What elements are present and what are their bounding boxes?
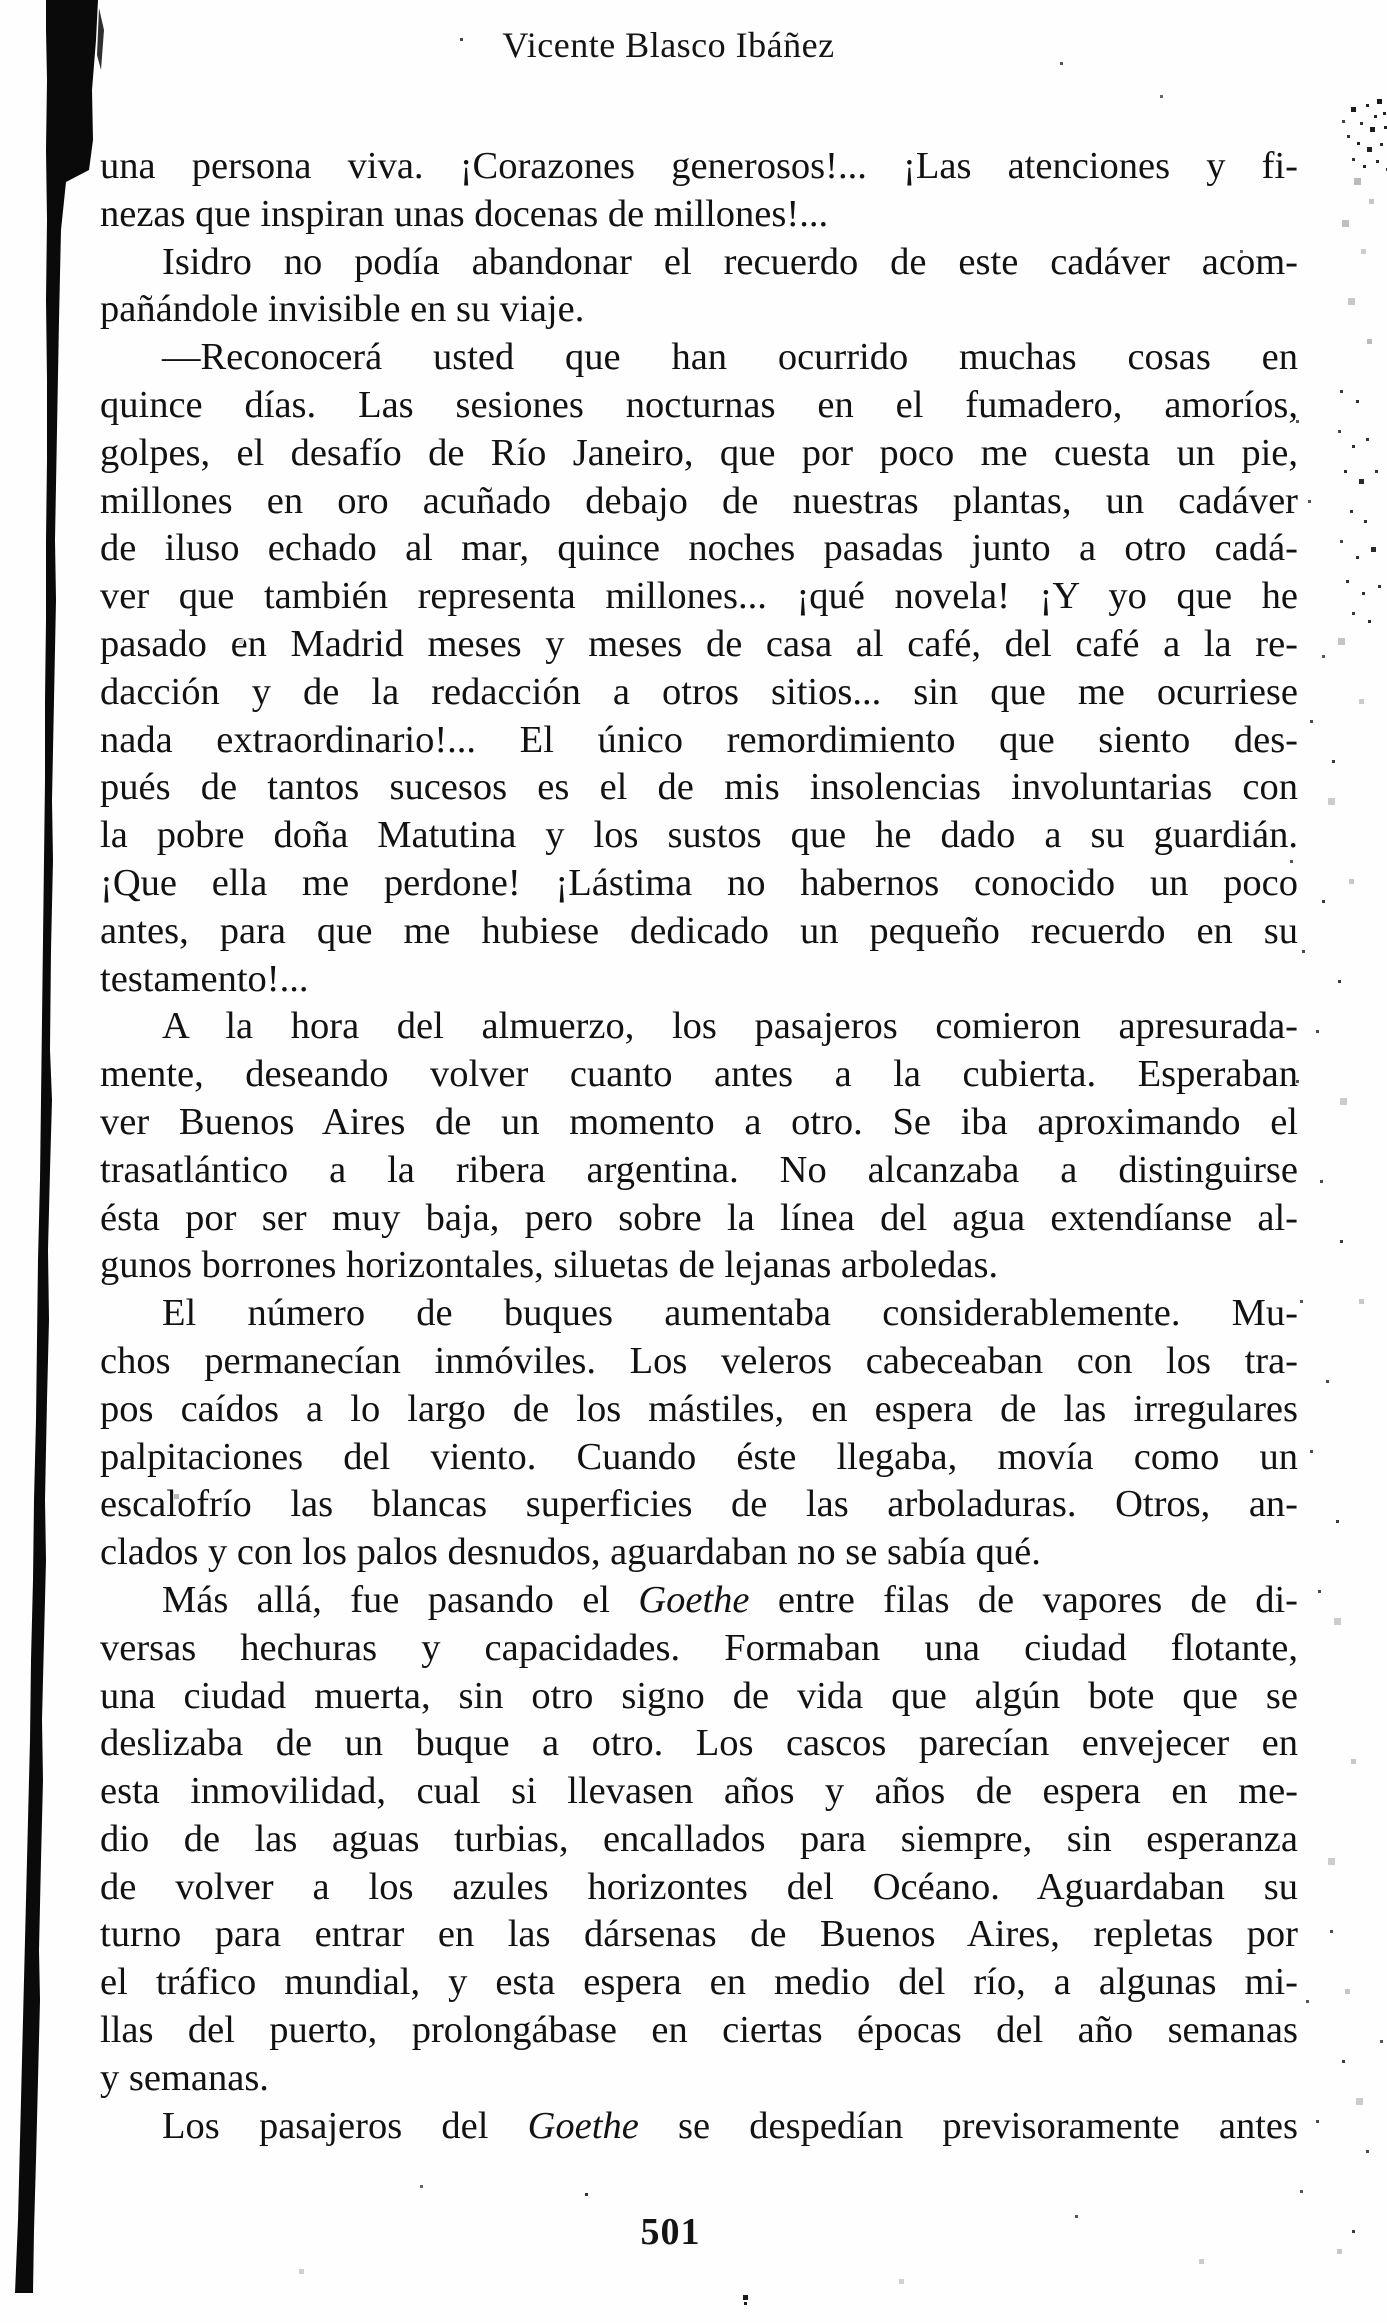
text-line (100, 1529, 1298, 1577)
text-segment: una persona viva. ¡Corazones generosos!... ¡Las atenciones y fi- (100, 145, 1298, 187)
text-segment: nezas que inspiran unas docenas de millones!... (100, 192, 829, 235)
text-line (100, 956, 1298, 1004)
text-line (100, 1816, 1298, 1864)
text-segment: —Reconocerá usted que han ocurrido muchas cosas en (162, 336, 1298, 379)
text-line (100, 1768, 1298, 1816)
text-segment: antes, para que me hubiese dedicado un pequeño recuerdo en su (100, 909, 1298, 952)
text-segment: testamento!... (100, 957, 309, 1000)
text-segment: El número de buques aumentaba considerablemente. Mu- (162, 1292, 1298, 1335)
text-line (100, 1959, 1298, 2007)
text-segment: pañándole invisible en su viaje. (100, 288, 585, 331)
text-line (100, 334, 1298, 382)
text-line (100, 2103, 1298, 2151)
text-segment: mente, deseando volver cuanto antes a la cubierta. Esperaban (100, 1053, 1298, 1096)
text-line (100, 1577, 1298, 1625)
scan-noise-light (0, 0, 3, 3)
text-line (100, 1481, 1298, 1529)
text-segment: deslizaba de un buque a otro. Los cascos parecían envejecer en (100, 1722, 1298, 1765)
text-segment: gunos borrones horizontales, siluetas de lejanas arboledas. (100, 1244, 999, 1287)
text-segment: pués de tantos sucesos es el de mis insolencias involuntarias con (100, 766, 1298, 809)
text-line (100, 1625, 1298, 1673)
text-segment: de volver a los azules horizontes del Océano. Aguardaban su (100, 1865, 1298, 1908)
text-line (100, 1434, 1298, 1482)
running-head-author: Vicente Blasco Ibáñez (502, 25, 835, 65)
text-line (100, 669, 1298, 717)
text-segment: dio de las aguas turbias, encallados para siempre, sin esperanza (100, 1817, 1298, 1860)
ship-name-italic: Goethe (527, 2104, 639, 2147)
text-segment: A la hora del almuerzo, los pasajeros comieron apresurada- (162, 1005, 1298, 1048)
text-line (100, 1242, 1298, 1290)
text-segment: entre filas de vapores de di- (749, 1578, 1298, 1621)
text-segment: ¡Que ella me perdone! ¡Lástima no habernos conocido un poco (100, 861, 1298, 904)
text-line (100, 2007, 1298, 2055)
text-segment: versas hechuras y capacidades. Formaban una ciudad flotante, (100, 1626, 1298, 1669)
text-line (100, 2055, 1298, 2103)
text-segment: quince días. Las sesiones nocturnas en el fumadero, amoríos, (100, 383, 1298, 426)
text-segment: de iluso echado al mar, quince noches pasadas junto a otro cadá- (100, 527, 1298, 570)
text-line (100, 478, 1298, 526)
text-line (100, 1051, 1298, 1099)
text-line (100, 908, 1298, 956)
text-segment: Los pasajeros del (162, 2104, 528, 2147)
text-segment: llas del puerto, prolongábase en ciertas épocas del año semanas (100, 2009, 1298, 2052)
text-line (100, 286, 1298, 334)
text-segment: nada extraordinario!... El único remordimiento que siento des- (100, 718, 1298, 761)
text-segment: el tráfico mundial, y esta espera en medio del río, a algunas mi- (100, 1961, 1298, 2004)
text-line (100, 717, 1298, 765)
text-segment: palpitaciones del viento. Cuando éste llegaba, movía como un (100, 1435, 1298, 1478)
text-line (100, 1290, 1298, 1338)
text-line (100, 1673, 1298, 1721)
text-segment: ver que también representa millones... ¡qué novela! ¡Y yo que he (100, 575, 1298, 618)
text-segment: escalofrío las blancas superficies de las arboladuras. Otros, an- (100, 1483, 1298, 1526)
text-segment: y semanas. (100, 2056, 269, 2099)
text-segment: clados y con los palos desnudos, aguardaban no se sabía qué. (100, 1531, 1041, 1574)
text-line (100, 1195, 1298, 1243)
text-line (100, 573, 1298, 621)
text-line (100, 764, 1298, 812)
text-line (100, 1864, 1298, 1912)
text-segment: turno para entrar en las dársenas de Buenos Aires, repletas por (100, 1913, 1298, 1956)
text-line (100, 382, 1298, 430)
text-block (100, 143, 1298, 2150)
text-segment: ésta por ser muy baja, pero sobre la línea del agua extendíanse al- (100, 1196, 1298, 1239)
text-segment: millones en oro acuñado debajo de nuestras plantas, un cadáver (100, 479, 1298, 522)
text-segment: una ciudad muerta, sin otro signo de vida que algún bote que se (100, 1674, 1298, 1717)
text-line (100, 1720, 1298, 1768)
text-line (100, 1911, 1298, 1959)
text-line (100, 143, 1298, 191)
text-segment: Más allá, fue pasando el (162, 1578, 639, 1621)
text-line (100, 239, 1298, 287)
text-line (100, 1386, 1298, 1434)
text-line (100, 191, 1298, 239)
text-line (100, 1099, 1298, 1147)
text-segment: pasado en Madrid meses y meses de casa al café, del café a la re- (100, 622, 1298, 665)
text-line (100, 1003, 1298, 1051)
text-line (100, 860, 1298, 908)
text-line (100, 621, 1298, 669)
text-segment: se despedían previsoramente antes (638, 2104, 1298, 2147)
text-line (100, 1147, 1298, 1195)
text-segment: ver Buenos Aires de un momento a otro. Se iba aproximando el (100, 1100, 1298, 1143)
text-segment: chos permanecían inmóviles. Los veleros cabeceaban con los tra- (100, 1339, 1298, 1382)
text-line (100, 812, 1298, 860)
text-line (100, 525, 1298, 573)
text-segment: pos caídos a lo largo de los mástiles, en espera de las irregulares (100, 1387, 1298, 1430)
text-segment: trasatlántico a la ribera argentina. No alcanzaba a distinguirse (100, 1148, 1298, 1191)
text-line (100, 430, 1298, 478)
page-number: 501 (640, 2211, 701, 2253)
text-segment: esta inmovilidad, cual si llevasen años y años de espera en me- (100, 1770, 1298, 1813)
text-line (100, 1338, 1298, 1386)
text-segment: Isidro no podía abandonar el recuerdo de este cadáver acom- (162, 240, 1298, 283)
text-segment: la pobre doña Matutina y los sustos que he dado a su guardián. (100, 814, 1298, 857)
ship-name-italic: Goethe (638, 1578, 750, 1621)
text-segment: dacción y de la redacción a otros sitios... sin que me ocurriese (100, 670, 1298, 713)
text-segment: golpes, el desafío de Río Janeiro, que por poco me cuesta un pie, (100, 431, 1298, 474)
